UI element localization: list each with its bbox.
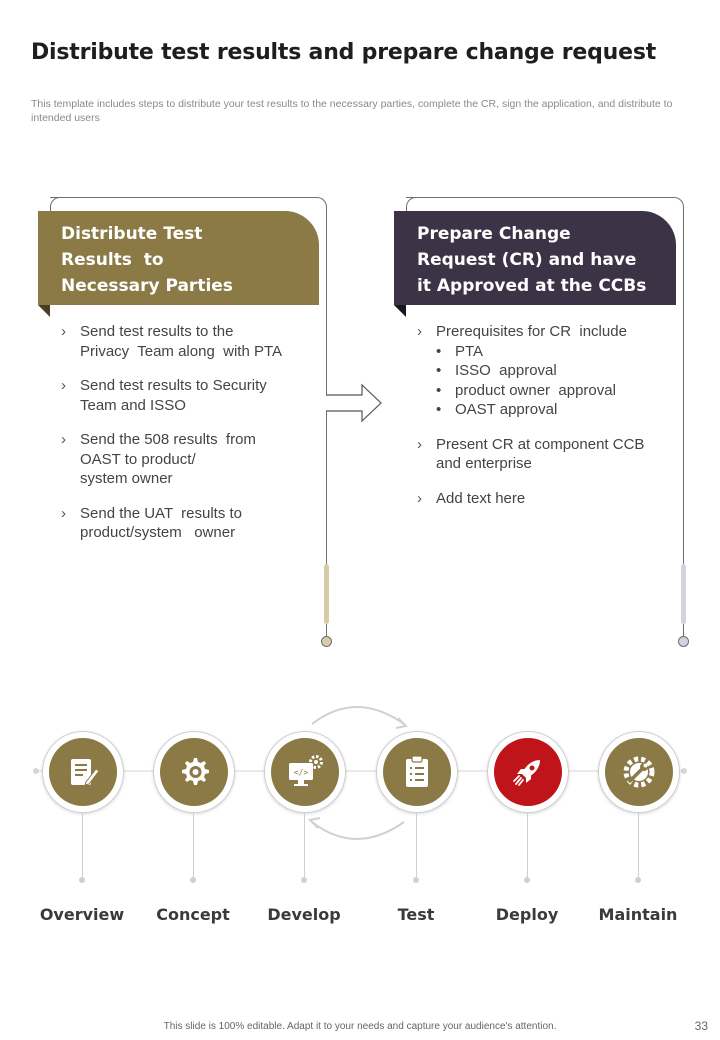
step-label-develop: Develop [267,905,341,924]
right-panel-frame-top [406,197,417,212]
right-panel-heading [394,211,676,305]
step-test [376,731,458,813]
wrench-gear-icon [620,753,658,791]
right-connector-knob [678,636,689,647]
right-arrow-icon [326,383,384,423]
step-develop [264,731,346,813]
step-label-maintain: Maintain [598,905,678,924]
left-panel-heading [38,211,319,305]
list-item: › Present CR at component CCB and enterprise [417,435,645,472]
right-connector-line [683,624,684,636]
page-number: 33 [694,1019,708,1033]
left-heading-line-2: Results to [61,250,164,270]
list-item: › Send test results to Security Team and ISSO [61,377,267,414]
right-heading-fold [394,305,406,317]
left-panel-frame-top [50,197,61,212]
right-panel-list [417,322,677,523]
list-item: › Send test results to the Privacy Team along with PTA [61,323,283,360]
left-connector-line [326,624,327,636]
left-accent-bar [324,564,329,624]
step-label-concept: Concept [156,905,230,924]
list-item: › Send the 508 results from OAST to product/ system owner [61,431,256,487]
left-heading-line-1: Distribute Test [61,224,203,244]
step-overview [42,731,124,813]
right-accent-bar [681,564,686,624]
left-heading-line-3: Necessary Parties [61,276,233,296]
right-heading-line-2: Request (CR) and have [417,250,637,270]
list-item: › Prerequisites for CR include • PTA • ISSO approval • product owner approval • OAST approval [417,322,677,420]
page-title: Distribute test results and prepare change request [31,40,657,65]
step-deploy [487,731,569,813]
document-pen-icon [66,755,100,789]
left-panel-list [61,322,316,558]
left-connector-knob [321,636,332,647]
clipboard-checklist-icon [401,754,433,790]
left-heading-fold [38,305,50,317]
list-item: › Send the UAT results to product/system owner [61,504,243,541]
svg-text:</>: </> [293,768,309,777]
brain-gear-icon [176,754,212,790]
right-heading-line-1: Prepare Change [417,224,571,244]
footer-note: This slide is 100% editable. Adapt it to your needs and capture your audience's attention. [163,1021,557,1032]
rocket-icon [510,754,546,790]
step-label-deploy: Deploy [495,905,559,924]
page-subtitle: This template includes steps to distribute your test results to the necessary parties, complete the CR, sign the application, and distribute to intended users [31,98,673,124]
step-label-overview: Overview [39,905,125,924]
right-heading-line-3: it Approved at the CCBs [417,276,647,296]
step-label-test: Test [397,905,435,924]
sub-list: • PTA • ISSO approval • product owner approval • OAST approval [436,342,616,418]
step-maintain [598,731,680,813]
code-monitor-icon [286,754,324,790]
step-concept [153,731,235,813]
list-item: › Add text here [417,489,526,507]
